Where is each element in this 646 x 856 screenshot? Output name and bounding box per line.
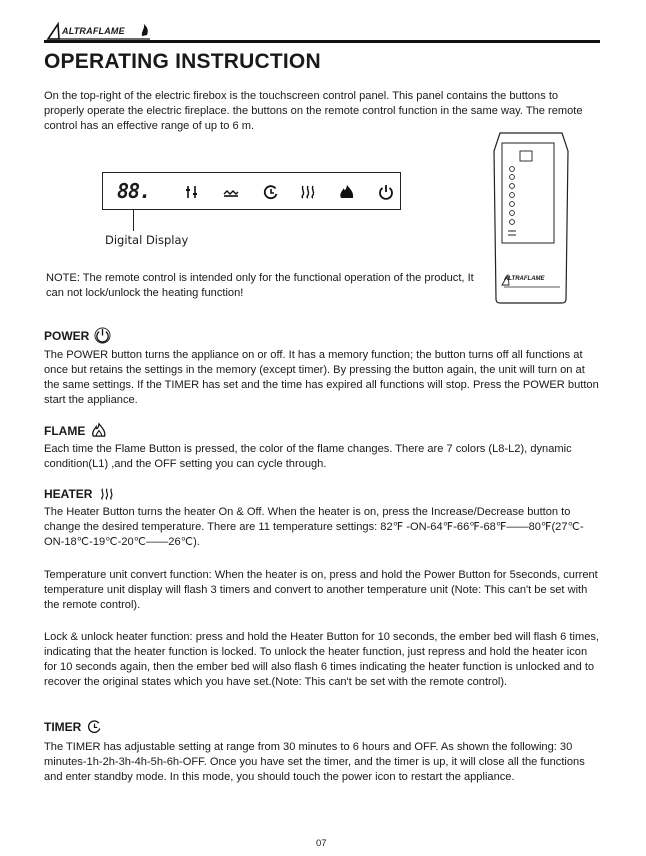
ember-icon[interactable] (222, 183, 240, 201)
power-icon[interactable] (377, 183, 395, 201)
brand-logo-text: ALTRAFLAME (62, 26, 125, 36)
heater-icon (97, 486, 117, 502)
timer-icon[interactable] (262, 183, 280, 201)
flame-icon (90, 422, 108, 439)
intro-paragraph: On the top-right of the electric firebox is the touchscreen control panel. This panel contains the buttons to properly operate the electric fireplace. the buttons on the remote control function in the same way. The remote control has an effective range of up to 6 m. (44, 90, 583, 132)
digital-display-label: Digital Display (105, 233, 189, 247)
timer-body: The TIMER has adjustable setting at range from 30 minutes to 6 hours and OFF. As shown the following: 30 minutes-1h-2h-3h-4h-5h-6h-OFF. Once you have set the timer, and the timer is up, it will close all the functions and enter standby mode. In this mode, you should touch the power icon to restart the appliance. (44, 741, 585, 783)
heater-body: The Heater Button turns the heater On & Off. When the heater is on, press the Increase/Decrease button to change the desired temperature. There are 11 temperature settings: 82℉ -ON-64℉-66℉-68℉——80℉(27℃-ON-18℃-19℃-20℃——26℃). (44, 506, 584, 548)
remote-control (492, 131, 570, 305)
page-title: OPERATING INSTRUCTION (44, 50, 321, 73)
heater-convert-body: Temperature unit convert function: When the heater is on, press and hold the Power Button for 5seconds, current temperature unit display will flash 3 timers and convert to another temperature unit (Note: This can't be set with the remote control). (44, 569, 598, 611)
page-number: 07 (316, 838, 327, 849)
brand-logo (46, 20, 156, 42)
timer-heading (44, 718, 103, 735)
flame-body: Each time the Flame Button is pressed, the color of the flame changes. There are 7 colors (L8-L2), dynamic condition(L1) ,and the OFF setting you can cycle through. (44, 443, 572, 470)
header-rule (44, 40, 600, 43)
power-icon (94, 327, 111, 344)
display-callout-line (133, 209, 134, 231)
heater-heading (44, 486, 117, 502)
timer-icon (86, 718, 103, 735)
timer-heading-text: TIMER (44, 719, 82, 734)
flame-heading (44, 422, 108, 439)
flame-heading-text: FLAME (44, 423, 86, 438)
power-heading-text: POWER (44, 328, 90, 343)
digital-display: 88. (117, 179, 151, 203)
flame-icon[interactable] (338, 183, 356, 201)
sliders-icon[interactable] (183, 183, 201, 201)
heater-heading-text: HEATER (44, 487, 93, 501)
control-panel (102, 172, 401, 210)
power-body: The POWER button turns the appliance on or off. It has a memory function; the button turns off all functions at once but retains the settings in the memory (except timer). By pressing the button again, the unit will turn on at the same settings. If the TIMER has set and the time has expired all functions will stop. Press the POWER button start the appliance. (44, 349, 599, 406)
remote-logo-text: ALTRAFLAME (504, 276, 545, 282)
heater-lock-body: Lock & unlock heater function: press and hold the Heater Button for 10 seconds, the ember bed will flash 6 times, indicating that the heater function is locked. To unlock the heater function, just repress and hold the heater icon for 10 seconds again, then the ember bed will also flash 6 times indicating the heater function is unlocked and to recover the original states which you have set.(Note: This can't be set with the remote control). (44, 631, 600, 688)
heater-icon[interactable] (299, 183, 317, 201)
power-heading (44, 327, 111, 344)
remote-note: NOTE: The remote control is intended only for the functional operation of the product, It can not lock/unlock the heating function! (46, 272, 474, 299)
